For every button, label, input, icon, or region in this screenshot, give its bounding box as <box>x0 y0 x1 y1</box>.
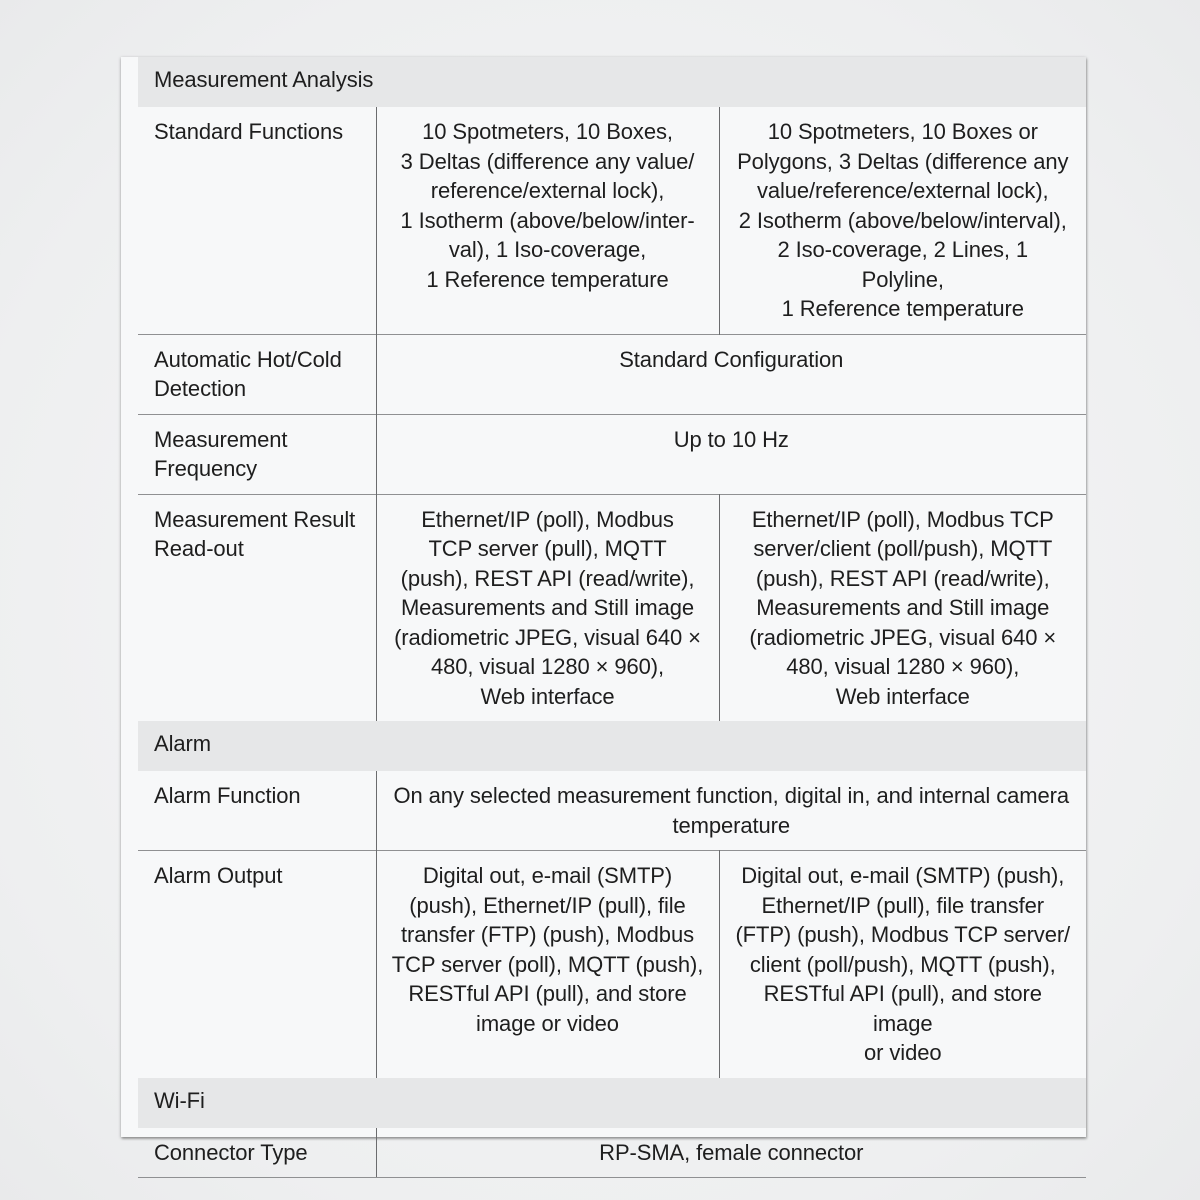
row-label: Connector Type <box>138 1128 376 1178</box>
section-heading: Wi-Fi <box>138 1078 1086 1128</box>
table-row-standard-functions <box>138 107 1086 334</box>
specifications-table <box>138 57 1086 1178</box>
row-value-shared: On any selected measurement function, digital in, and internal camera temperature <box>393 783 1069 838</box>
table-row-alarm-output <box>138 851 1086 1078</box>
row-value-shared: Standard Configuration <box>376 334 1086 414</box>
row-label: Alarm Function <box>138 771 376 851</box>
section-row-wifi <box>138 1078 1086 1128</box>
row-label: Automatic Hot/Cold Detection <box>138 334 376 414</box>
section-row-measurement-analysis <box>138 57 1086 107</box>
section-heading: Alarm <box>138 721 1086 771</box>
row-value-shared: RP-SMA, female connector <box>376 1128 1086 1178</box>
section-heading: Measurement Analysis <box>138 57 1086 107</box>
row-label: Measurement Frequency <box>138 414 376 494</box>
row-label: Standard Functions <box>138 107 376 334</box>
table-row-connector-type <box>138 1128 1086 1178</box>
table-row-measurement-frequency <box>138 414 1086 494</box>
row-value-model-2: 10 Spotmeters, 10 Boxes or Polygons, 3 Deltas (difference any value/reference/external lock), 2 Isotherm (above/below/interval), 2 Iso-coverage, 2 Lines, 1 Polyline, 1 Reference temperature <box>737 119 1069 321</box>
table-row-alarm-function <box>138 771 1086 851</box>
row-label: Alarm Output <box>138 851 376 1078</box>
row-value-shared: Up to 10 Hz <box>376 414 1086 494</box>
row-value-model-1: Ethernet/IP (poll), Modbus TCP server (pull), MQTT (push), REST API (read/write), Measurements and Still image (radiometric JPEG, visual 640 × 480, visual 1280 × 960), Web interface <box>376 494 719 721</box>
table-row-result-readout <box>138 494 1086 721</box>
row-value-model-1: Digital out, e-mail (SMTP) (push), Ethernet/IP (pull), file transfer (FTP) (push), Modbus TCP server (poll), MQTT (push), RESTful API (pull), and store image or video <box>376 851 719 1078</box>
table-row-hot-cold-detection <box>138 334 1086 414</box>
spec-sheet-card <box>121 57 1086 1165</box>
row-value-model-1: 10 Spotmeters, 10 Boxes, 3 Deltas (difference any value/ reference/external lock), 1 Isotherm (above/below/inter- val), 1 Iso-coverage, 1 Reference temperature <box>376 107 719 334</box>
row-value-model-2: Digital out, e-mail (SMTP) (push), Ethernet/IP (pull), file transfer (FTP) (push), Modbus TCP server/ client (poll/push), MQTT (push), RESTful API (pull), and store image or video <box>719 851 1086 1078</box>
row-value-model-2: Ethernet/IP (poll), Modbus TCP server/client (poll/push), MQTT (push), REST API (read/write), Measurements and Still image (radiometric JPEG, visual 640 × 480, visual 1280 × 960), Web interface <box>719 494 1086 721</box>
section-row-alarm <box>138 721 1086 771</box>
row-label: Measurement Result Read-out <box>138 494 376 721</box>
